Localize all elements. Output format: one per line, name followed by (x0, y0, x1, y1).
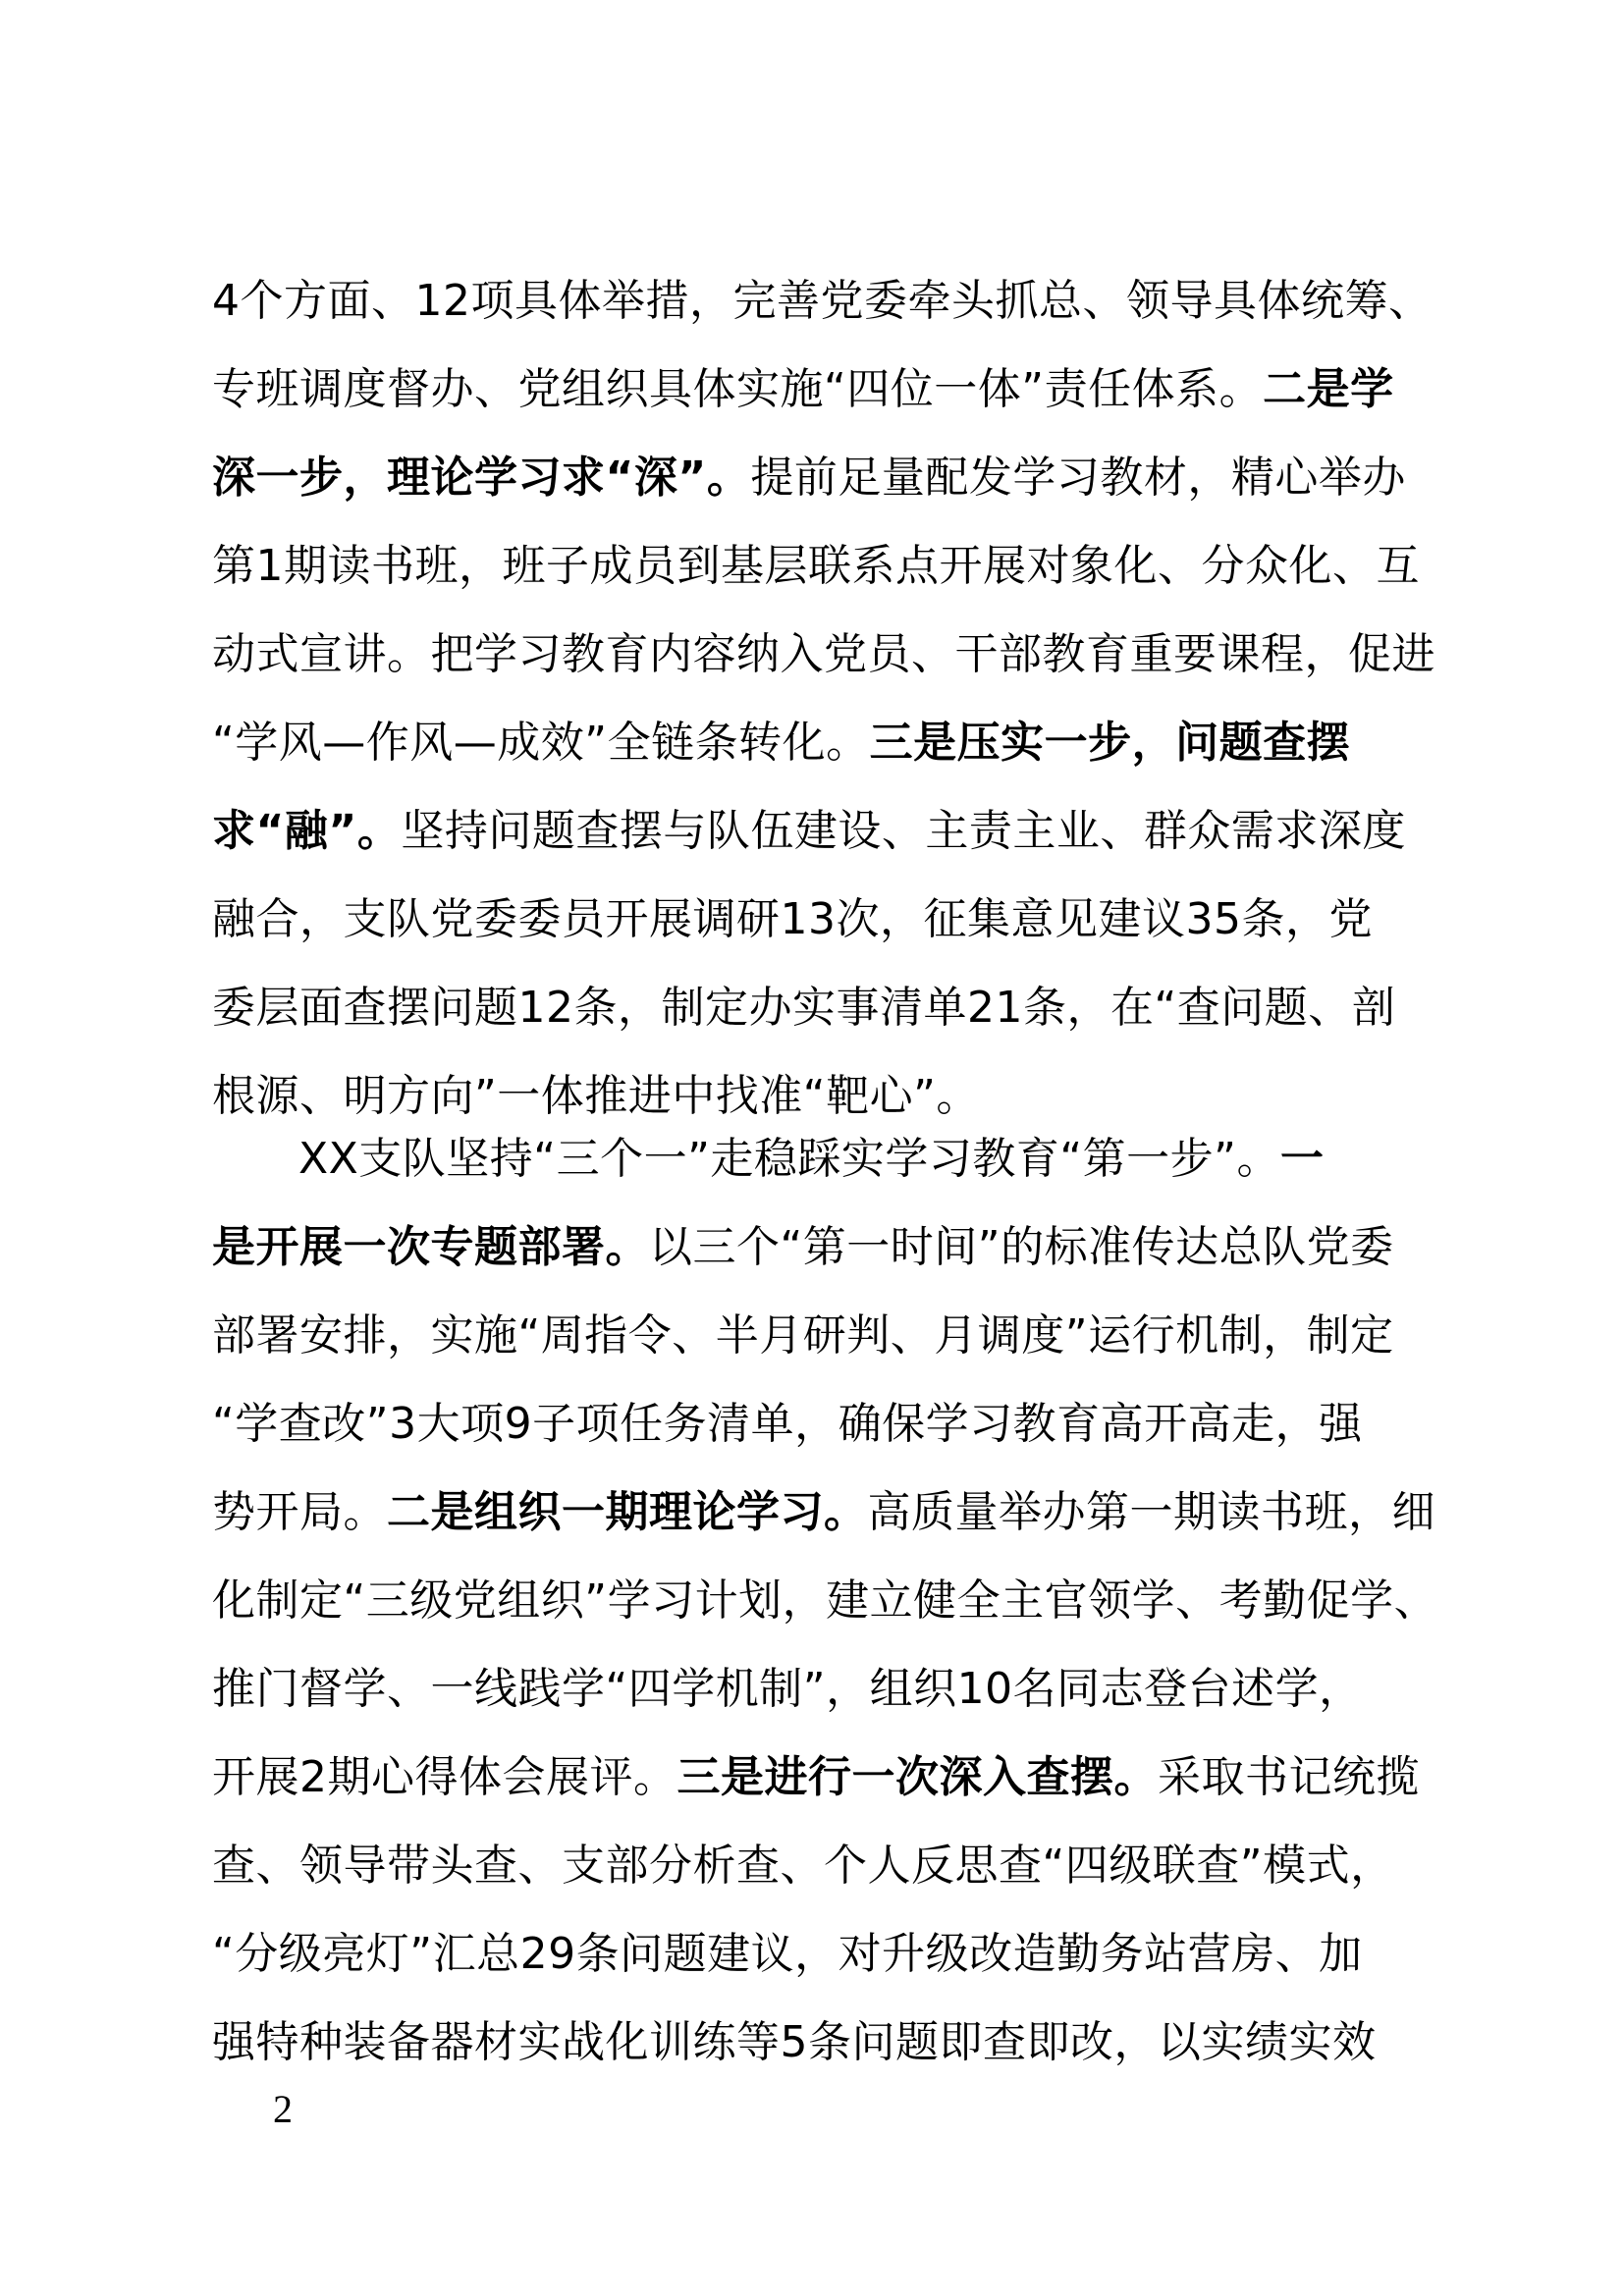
text-run: 以三个“第一时间”的标准传达总队党委 (649, 1222, 1394, 1272)
text-line (212, 1115, 1430, 1203)
page-number: 2 (273, 2087, 293, 2131)
bold-heading-run: 一 (1279, 1134, 1325, 1184)
text-run: 开展2期心得体会展评。 (212, 1752, 677, 1802)
paragraph-continuation (212, 257, 1435, 1141)
text-line: 融合，支队党委委员开展调研13次，征集意见建议35条，党 (212, 894, 1373, 944)
bold-heading-run: 二是组织一期理论学习。 (387, 1487, 868, 1537)
bold-heading-run: 求“融”。 (212, 806, 402, 856)
text-run: 高质量举办第一期读书班，细 (867, 1487, 1435, 1537)
text-line (212, 1734, 1430, 1822)
text-line: 部署安排，实施“周指令、半月研判、月调度”运行机制，制定 (212, 1310, 1394, 1361)
bold-heading-run: 三是压实一步，问题查摆 (869, 718, 1351, 768)
text-line (212, 699, 1430, 787)
text-run: XX支队坚持“三个一”走稳踩实学习教育“第一步”。 (298, 1134, 1280, 1184)
text-line: 委层面查摆问题12条，制定办实事清单21条，在“查问题、剖 (212, 983, 1396, 1033)
text-line: 强特种装备器材实战化训练等5条问题即查即改，以实绩实效 (212, 2017, 1377, 2067)
text-line: 动式宣讲。把学习教育内容纳入党员、干部教育重要课程，促进 (212, 629, 1435, 679)
text-run: “学风—作风—成效”全链条转化。 (212, 718, 870, 768)
text-line (212, 1203, 1430, 1292)
bold-heading-run: 二是学 (1263, 364, 1394, 414)
text-line (212, 346, 1430, 434)
text-line: 查、领导带头查、支部分析查、个人反思查“四级联查”模式， (212, 1841, 1394, 1891)
text-line: “学查改”3大项9子项任务清单，确保学习教育高开高走，强 (212, 1399, 1363, 1449)
text-line (212, 1468, 1435, 1557)
text-line (212, 787, 1430, 876)
text-line: 根源、明方向”一体推进中找准“靶心”。 (212, 1071, 980, 1121)
text-run: 坚持问题查摆与队伍建设、主责主业、群众需求深度 (401, 806, 1406, 856)
paragraph-xx-detachment (212, 1115, 1438, 2087)
text-line: 第1期读书班，班子成员到基层联系点开展对象化、分众化、互 (212, 541, 1420, 591)
text-line: 4个方面、12项具体举措，完善党委牵头抓总、领导具体统筹、 (212, 276, 1433, 326)
text-line (212, 434, 1430, 522)
text-line: 推门督学、一线践学“四学机制”，组织10名同志登台述学， (212, 1664, 1363, 1714)
text-line: 化制定“三级党组织”学习计划，建立健全主官领学、考勤促学、 (212, 1575, 1438, 1626)
text-run: 提前足量配发学习教材，精心举办 (750, 453, 1406, 503)
text-line: “分级亮灯”汇总29条问题建议，对升级改造勤务站营房、加 (212, 1929, 1363, 1979)
bold-heading-run: 深一步，理论学习求“深”。 (212, 453, 751, 503)
bold-heading-run: 三是进行一次深入查摆。 (676, 1752, 1158, 1802)
text-run: 专班调度督办、党组织具体实施“四位一体”责任体系。 (212, 364, 1264, 414)
text-run: 势开局。 (212, 1487, 387, 1537)
bold-heading-run: 是开展一次专题部署。 (212, 1222, 649, 1272)
text-run: 采取书记统揽 (1158, 1752, 1420, 1802)
